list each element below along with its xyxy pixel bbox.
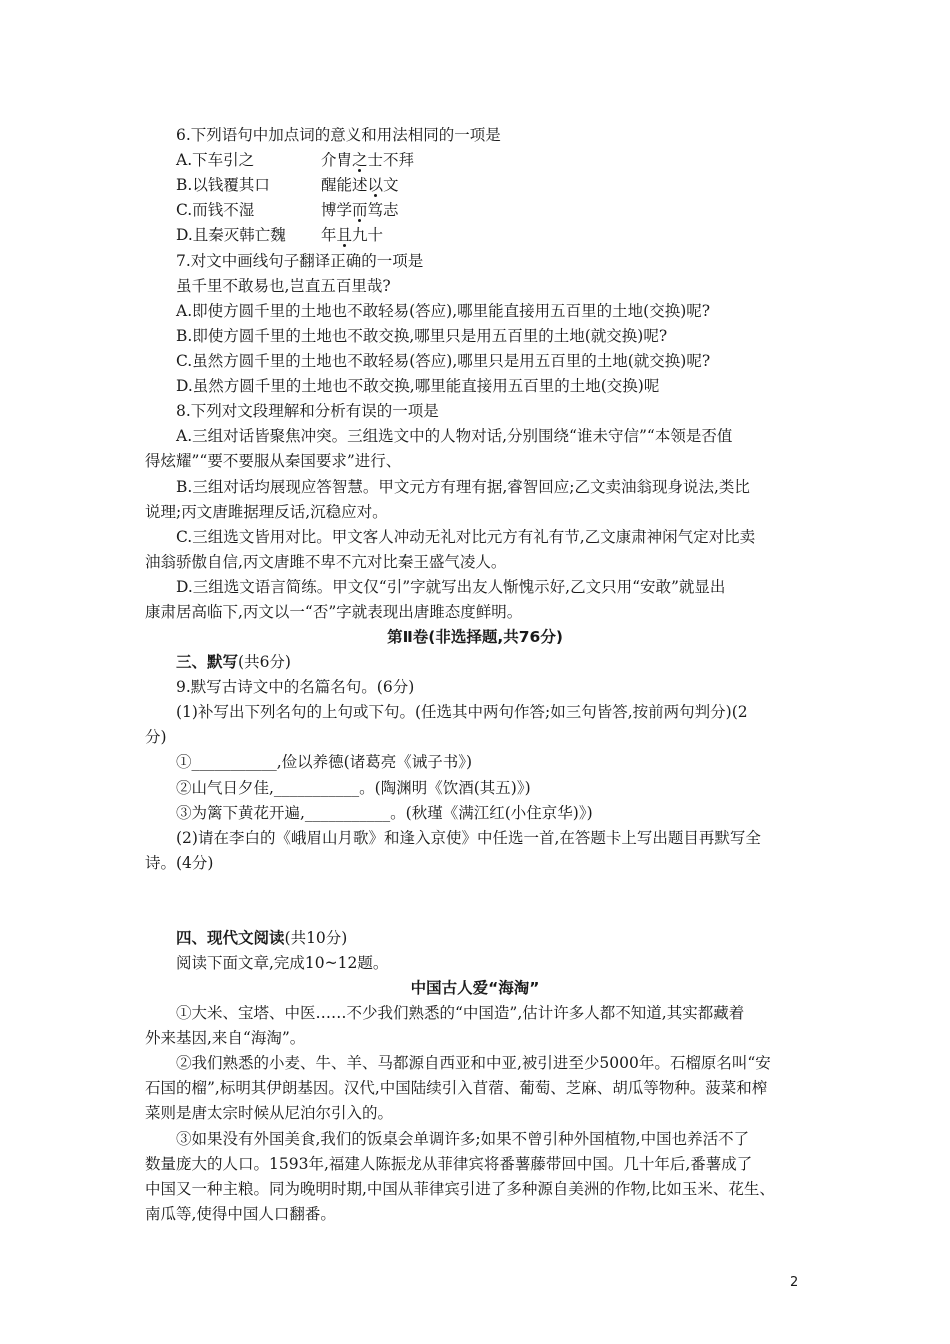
q7-stem: 7.对文中画线句子翻译正确的一项是 (176, 252, 424, 270)
article-line: 石国的榴”,标明其伊朗基因。汉代,中国陆续引入苜蓿、葡萄、芝麻、胡瓜等物种。菠菜和榨 (145, 1079, 768, 1097)
q7-option-a: A.即使方圆千里的土地也不敢轻易(答应),哪里能直接用五百里的土地(交换)呢? (176, 302, 711, 320)
q8-line: 康肃居高临下,丙文以一“否”字就表现出唐雎态度鲜明。 (145, 603, 523, 621)
q8-stem: 8.下列对文段理解和分析有误的一项是 (176, 402, 439, 420)
article-line: ③如果没有外国美食,我们的饭桌会单调许多;如果不曾引种外国植物,中国也养活不了 (176, 1130, 750, 1148)
q7-option-d: D.虽然方圆千里的土地也不敢交换,哪里能直接用五百里的土地(交换)呢 (176, 377, 660, 395)
fill-blank-1: ①___________,俭以养德(诸葛亮《诫子书》) (176, 753, 473, 771)
section4-heading: 四、现代文阅读(共10分) (176, 929, 348, 947)
q8-line: C.三组选文皆用对比。甲文客人冲动无礼对比元方有礼有节,乙文康肃神闲气定对比卖 (176, 528, 756, 546)
q8-line: 得炫耀”“要不要服从秦国要求”进行、 (145, 452, 402, 470)
section3-heading: 三、默写(共6分) (176, 653, 291, 671)
q7-option-b: B.即使方圆千里的土地也不敢交换,哪里只是用五百里的土地(就交换)呢? (176, 327, 668, 345)
dotted-word: 以 (367, 176, 384, 194)
q8-line: D.三组选文语言简练。甲文仅“引”字就写出友人惭愧示好,乙文只用“安敢”就显出 (176, 578, 726, 596)
dotted-word: 而 (352, 201, 368, 219)
q6-stem: 6.下列语句中加点词的意义和用法相同的一项是 (176, 126, 501, 144)
q9-part2: (2)请在李白的《峨眉山月歌》和逢入京使》中任选一首,在答题卡上写出题目再默写全 (176, 829, 761, 847)
article-title: 中国古人爱“海淘” (410, 979, 540, 997)
q8-line: B.三组对话均展现应答智慧。甲文元方有理有据,睿智回应;乙文卖油翁现身说法,类比 (176, 478, 750, 496)
article-line: 菜则是唐太宗时候从尼泊尔引入的。 (145, 1104, 394, 1122)
dotted-word: 之 (352, 151, 368, 169)
article-line: ②我们熟悉的小麦、牛、羊、马都源自西亚和中亚,被引进至少5000年。石榴原名叫“安 (176, 1054, 771, 1072)
article-line: 外来基因,来自“海淘”。 (145, 1029, 306, 1047)
q8-line: 说理;丙文唐雎据理反话,沉稳应对。 (145, 503, 388, 521)
dotted-word: 且 (336, 226, 353, 244)
q7-option-c: C.虽然方圆千里的土地也不敢轻易(答应),哪里只是用五百里的土地(就交换)呢? (176, 352, 711, 370)
exam-page: 6.下列语句中加点词的意义和用法相同的一项是 A.下车引之 介胄之士不拜 B.以钱覆其口 醒能述以文 C.而钱不湿 博学而笃志 D.且秦灭韩亡魏 年且九十 7.对文中画线句子翻译正确的一项是 虽千里不敢易也,岂直五百里哉? A.即使方圆千里的土地也不敢轻易(答应),哪里能直接用五百里的土地(交换)呢? B.即使方圆千里的土地也不敢交换,哪里只是用五百里的土地(就交换)呢? C.虽然方圆千里的土地也不敢轻易(答应),哪里只是用五百里的土地(就交换)呢? D.虽然方圆千里的土地也不敢交换,哪里能直接用五百里的土地(交换)呢 8.下列对文段理解和分析有误的一项是 A.三组对话皆聚焦冲突。三组选文中的人物对话,分别围绕“谁未守信”“本领是否值 得炫耀”“要不要服从秦国要求”进行、 B.三组对话均展现应答智慧。甲文元方有理有据,睿智回应;乙文卖油翁现身说法,类比 说理;丙文唐雎据理反话,沉稳应对。 C.三组选文皆用对比。甲文客人冲动无礼对比元方有礼有节,乙文康肃神闲气定对比卖 油翁骄傲自信,丙文唐雎不卑不亢对比秦王盛气凌人。 D.三组选文语言简练。甲文仅“引”字就写出友人惭愧示好,乙文只用“安敢”就显出 康肃居高临下,丙文以一“否”字就表现出唐雎态度鲜明。 第Ⅱ卷(非选择题,共76分) 三、默写(共6分) 9.默写古诗文中的名篇名句。(6分) (1)补写出下列名句的上句或下句。(任选其中两句作答;如三句皆答,按前两句判分)(2 分) ①___________,俭以养德(诸葛亮《诫子书》) ②山气日夕佳,___________。(陶渊明《饮酒(其五)》) ③为篱下黄花开遍,___________。(秋瑾《满江红(小住京华)》) (2)请在李白的《峨眉山月歌》和逢入京使》中任选一首,在答题卡上写出题目再默写全 诗。(4分) 四、现代文阅读(共10分) 阅读下面文章,完成10~12题。 中国古人爱“海淘” ①大米、宝塔、中医……不少我们熟悉的“中国造”,估计许多人都不知道,其实都藏着 外来基因,来自“海淘”。 ②我们熟悉的小麦、牛、羊、马都源自西亚和中亚,被引进至少5000年。石榴原名叫“安 石国的榴”,标明其伊朗基因。汉代,中国陆续引入苜蓿、葡萄、芝麻、胡瓜等物种。菠菜和榨 菜则是唐太宗时候从尼泊尔引入的。 ③如果没有外国美食,我们的饭桌会单调许多;如果不曾引种外国植物,中国也养活不了 数量庞大的人口。1593年,福建人陈振龙从菲律宾将番薯藤带回中国。几十年后,番薯成了 中国又一种主粮。同为晚明时期,中国从菲律宾引进了多种源自美洲的作物,比如玉米、花生、 南瓜等,使得中国人口翻番。 2 (0, 0, 950, 1344)
article-line: 南瓜等,使得中国人口翻番。 (145, 1205, 336, 1223)
q8-line: 油翁骄傲自信,丙文唐雎不卑不亢对比秦王盛气凌人。 (145, 553, 507, 571)
part2-title: 第Ⅱ卷(非选择题,共76分) (387, 628, 563, 646)
q9-part1: (1)补写出下列名句的上句或下句。(任选其中两句作答;如三句皆答,按前两句判分)(2 (176, 703, 748, 721)
section4-instruction: 阅读下面文章,完成10~12题。 (176, 954, 389, 972)
page-number: 2 (790, 1275, 799, 1290)
article-line: ①大米、宝塔、中医……不少我们熟悉的“中国造”,估计许多人都不知道,其实都藏着 (176, 1004, 745, 1022)
fill-blank-3: ③为篱下黄花开遍,___________。(秋瑾《满江红(小住京华)》) (176, 804, 593, 822)
fill-blank-2: ②山气日夕佳,___________。(陶渊明《饮酒(其五)》) (176, 779, 531, 797)
q7-sentence: 虽千里不敢易也,岂直五百里哉? (176, 277, 391, 295)
q9-stem: 9.默写古诗文中的名篇名句。(6分) (176, 678, 415, 696)
article-line: 中国又一种主粮。同为晚明时期,中国从菲律宾引进了多种源自美洲的作物,比如玉米、花生、 (145, 1180, 775, 1198)
q9-part1-cont: 分) (145, 728, 167, 746)
q8-line: A.三组对话皆聚焦冲突。三组选文中的人物对话,分别围绕“谁未守信”“本领是否值 (176, 427, 733, 445)
q9-part2-cont: 诗。(4分) (145, 854, 214, 872)
article-line: 数量庞大的人口。1593年,福建人陈振龙从菲律宾将番薯藤带回中国。几十年后,番薯成了 (145, 1155, 753, 1173)
